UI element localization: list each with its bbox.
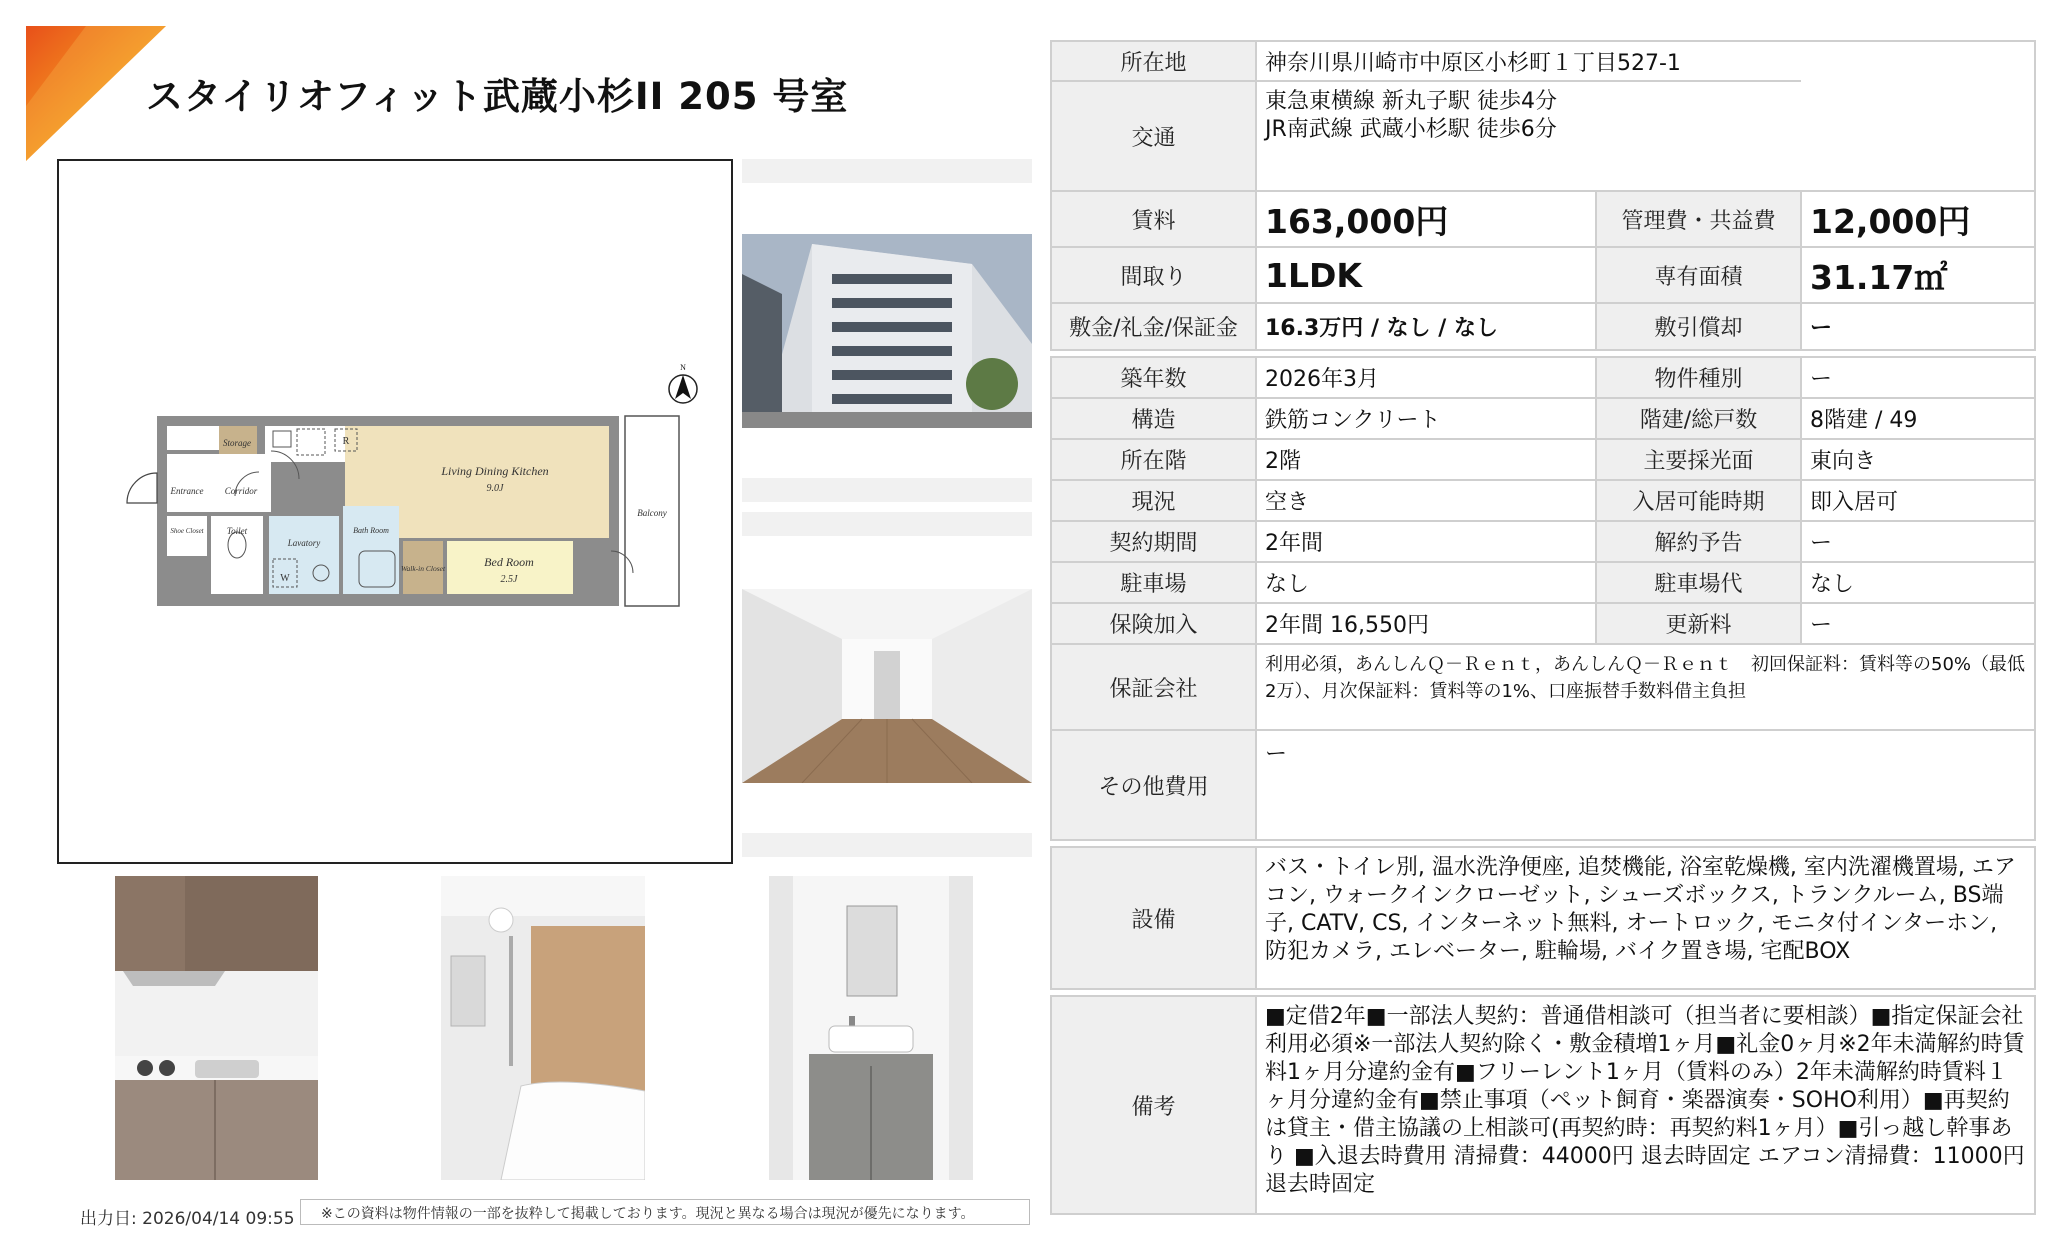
- parking-fee-value: なし: [1801, 562, 2035, 603]
- north-label: N: [680, 363, 686, 372]
- remarks-value: ■定借2年■一部法人契約：普通借相談可（担当者に要相談）■指定保証会社利用必須※一部法人契約除く・敷金積増1ヶ月■礼金0ヶ月※2年未満解約時賃料1ヶ月分違約金有■フリーレント1ヶ月（賃料のみ）2年未満解約時賃料１ヶ月分違約金有■禁止事項（ペット飼育・楽器演奏・SOHO利用）■再契約は貸主・借主協議の上相談可(再契約時：再契約料1ヶ月）■引っ越し幹事あり ■入退去時費用 清掃費：44000円 退去時固定 エアコン清掃費：11000円 退去時固定: [1256, 996, 2035, 1214]
- structure-value: 鉄筋コンクリート: [1256, 398, 1596, 439]
- page-title: スタイリオフィット武蔵小杉II 205 号室: [146, 75, 849, 118]
- management-fee-value: 12,000円: [1801, 191, 2035, 247]
- deposit-value: 16.3万円 / なし / なし: [1256, 303, 1596, 350]
- property-type-value: ー: [1801, 357, 2035, 398]
- floors-label: 階建/総戸数: [1596, 398, 1801, 439]
- walk-in-closet-label: Walk-in Closet: [400, 564, 446, 573]
- contract-term-label: 契約期間: [1051, 521, 1256, 562]
- other-fees-value: ー: [1256, 730, 2035, 840]
- toilet-label: Toilet: [226, 526, 248, 536]
- transport-label: 交通: [1051, 81, 1256, 191]
- kitchen-photo: [115, 876, 318, 1180]
- built-value: 2026年3月: [1256, 357, 1596, 398]
- equipment-value: バス・トイレ別, 温水洗浄便座, 追焚機能, 浴室乾燥機, 室内洗濯機置場, エアコン, ウォークインクローゼット, シューズボックス, トランクルーム, BS端子, CATV, CS, インターネット無料, オートロック, モニタ付インターホン, 防犯カメラ, エレベーター, 駐輪場, バイク置き場, 宅配BOX: [1256, 847, 2035, 989]
- light-label: 主要採光面: [1596, 439, 1801, 480]
- parking-value: なし: [1256, 562, 1596, 603]
- address-value: 神奈川県川崎市中原区小杉町１丁目527-1: [1256, 41, 1801, 81]
- status-value: 空き: [1256, 480, 1596, 521]
- building-exterior-photo: [742, 234, 1032, 428]
- bathroom-photo: [441, 876, 645, 1180]
- contract-term-value: 2年間: [1256, 521, 1596, 562]
- renewal-fee-value: ー: [1801, 603, 2035, 644]
- built-label: 築年数: [1051, 357, 1256, 398]
- notice-value: ー: [1801, 521, 2035, 562]
- area-label: 専有面積: [1596, 247, 1801, 303]
- entrance-label: Entrance: [170, 486, 204, 496]
- placeholder-bar: [742, 833, 1032, 857]
- ldk-size-label: 9.0J: [486, 483, 504, 494]
- address-label: 所在地: [1051, 41, 1256, 81]
- placeholder-bar: [742, 512, 1032, 536]
- output-date: 出力日: 2026/04/14 09:55: [80, 1209, 295, 1229]
- layout-value: 1LDK: [1256, 247, 1596, 303]
- living-room-photo: [742, 589, 1032, 783]
- floor-plan: [57, 159, 733, 864]
- transport-line-1: 東急東横線 新丸子駅 徒歩4分: [1265, 89, 1557, 114]
- ldk-label: Living Dining Kitchen: [441, 464, 549, 478]
- floors-value: 8階建 / 49: [1801, 398, 2035, 439]
- bed-room-label: Bed Room: [484, 555, 534, 569]
- placeholder-bar: [742, 478, 1032, 502]
- property-type-label: 物件種別: [1596, 357, 1801, 398]
- insurance-label: 保険加入: [1051, 603, 1256, 644]
- amortization-value: ー: [1801, 303, 2035, 350]
- placeholder-bar: [742, 159, 1032, 183]
- other-fees-label: その他費用: [1051, 730, 1256, 840]
- lavatory-label: Lavatory: [287, 538, 321, 548]
- notice-label: 解約予告: [1596, 521, 1801, 562]
- guarantor-label: 保証会社: [1051, 644, 1256, 730]
- washbasin-photo: [769, 876, 973, 1180]
- bed-size-label: 2.5J: [500, 574, 518, 585]
- parking-label: 駐車場: [1051, 562, 1256, 603]
- rent-label: 賃料: [1051, 191, 1256, 247]
- storage-label: Storage: [223, 438, 251, 448]
- move-in-value: 即入居可: [1801, 480, 2035, 521]
- move-in-label: 入居可能時期: [1596, 480, 1801, 521]
- amortization-label: 敷引償却: [1596, 303, 1801, 350]
- floor-label: 所在階: [1051, 439, 1256, 480]
- renewal-fee-label: 更新料: [1596, 603, 1801, 644]
- fridge-label: R: [342, 436, 350, 447]
- deposit-label: 敷金/礼金/保証金: [1051, 303, 1256, 350]
- washer-label: W: [280, 573, 290, 584]
- equipment-label: 設備: [1051, 847, 1256, 989]
- north-arrow-icon: [669, 363, 697, 403]
- status-label: 現況: [1051, 480, 1256, 521]
- floor-value: 2階: [1256, 439, 1596, 480]
- corridor-label: Corridor: [224, 486, 258, 496]
- structure-label: 構造: [1051, 398, 1256, 439]
- light-value: 東向き: [1801, 439, 2035, 480]
- balcony-label: Balcony: [637, 508, 667, 518]
- bath-room-label: Bath Room: [353, 526, 389, 535]
- rent-value: 163,000円: [1256, 191, 1596, 247]
- transport-line-2: JR南武線 武蔵小杉駅 徒歩6分: [1265, 117, 1557, 142]
- remarks-label: 備考: [1051, 996, 1256, 1214]
- property-info-table: [1050, 40, 2036, 1215]
- management-fee-label: 管理費・共益費: [1596, 191, 1801, 247]
- layout-label: 間取り: [1051, 247, 1256, 303]
- insurance-value: 2年間 16,550円: [1256, 603, 1596, 644]
- brand-corner-mark: [26, 26, 166, 161]
- area-value: 31.17㎡: [1801, 247, 2035, 303]
- shoe-closet-label: Shoe Closet: [170, 527, 204, 535]
- disclaimer-note: ※この資料は物件情報の一部を抜粋して掲載しております。現況と異なる場合は現況が優先になります。: [300, 1199, 1030, 1225]
- guarantor-value: 利用必須，あんしんＱ－Ｒｅｎｔ，あんしんＱ－Ｒｅｎｔ 初回保証料：賃料等の50%（最低2万）、月次保証料：賃料等の1%、口座振替手数料借主負担: [1256, 644, 2035, 730]
- parking-fee-label: 駐車場代: [1596, 562, 1801, 603]
